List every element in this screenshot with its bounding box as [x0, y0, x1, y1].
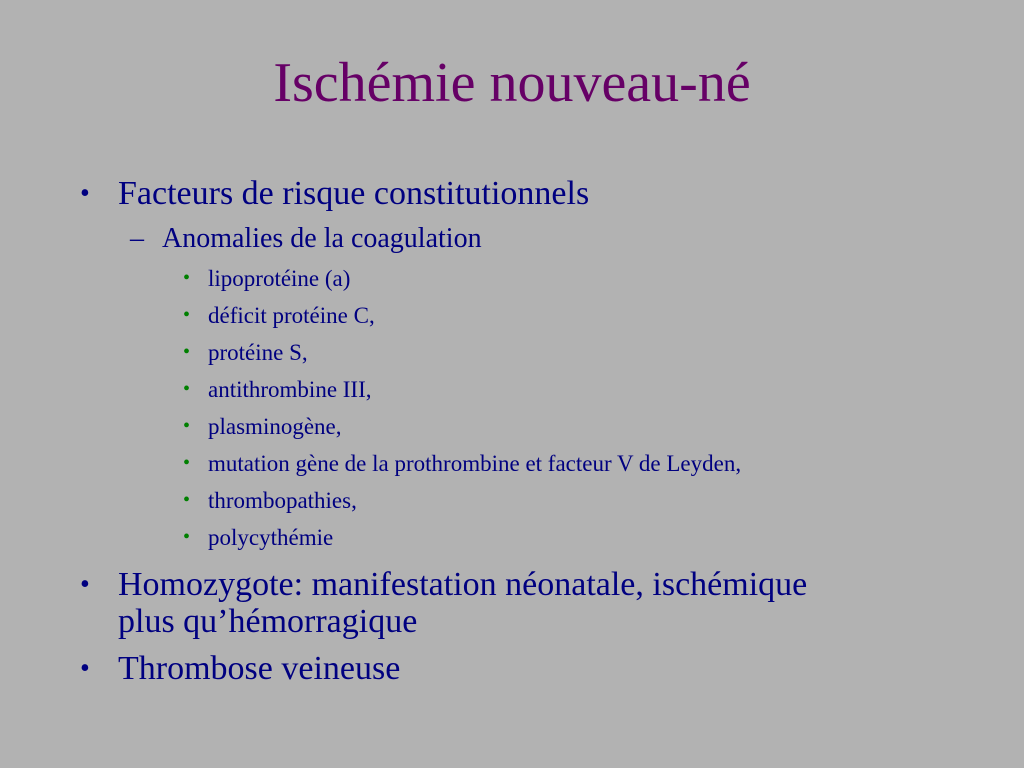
bullet-icon: •: [183, 489, 191, 511]
list-item: [78, 486, 958, 515]
list-item: [78, 301, 958, 330]
bullet-icon: •: [183, 267, 191, 289]
bullet-text: Facteurs de risque constitutionnels: [118, 175, 590, 212]
list-item-text: antithrombine III,: [208, 377, 372, 402]
bullet-icon: •: [80, 653, 90, 684]
bullet-icon: •: [183, 341, 191, 363]
list-item: [78, 375, 958, 404]
bullet-item-thrombosis: [78, 650, 958, 687]
bullet-icon: •: [80, 569, 90, 600]
slide-content: [78, 175, 958, 687]
list-item: [78, 412, 958, 441]
dash-icon: –: [130, 223, 144, 254]
bullet-text: Thrombose veineuse: [118, 650, 401, 687]
bullet-item-risk-factors: [78, 175, 958, 212]
bullet-icon: •: [80, 178, 90, 209]
list-item: [78, 338, 958, 367]
list-item-text: déficit protéine C,: [208, 303, 375, 328]
bullet-icon: •: [183, 304, 191, 326]
list-item-text: protéine S,: [208, 340, 308, 365]
bullet-item-homozygote: [78, 566, 958, 640]
slide-title: Ischémie nouveau-né: [273, 52, 751, 114]
bullet-icon: •: [183, 378, 191, 400]
list-item-text: plasminogène,: [208, 414, 342, 439]
list-item: [78, 449, 958, 478]
list-item: [78, 523, 958, 552]
list-item-text: polycythémie: [208, 525, 334, 550]
bullet-icon: •: [183, 415, 191, 437]
list-item-text: mutation gène de la prothrombine et facteur V de Leyden,: [208, 451, 742, 476]
bullet-icon: •: [183, 526, 191, 548]
bullet-icon: •: [183, 452, 191, 474]
list-item-text: thrombopathies,: [208, 488, 357, 513]
sub-bullet-coagulation: [78, 222, 958, 256]
list-item-text: lipoprotéine (a): [208, 266, 351, 291]
bullet-text-line2: plus qu’hémorragique: [118, 603, 418, 640]
sub-bullet-text: Anomalies de la coagulation: [162, 223, 482, 254]
list-item: [78, 264, 958, 293]
bullet-text-line1: Homozygote: manifestation néonatale, ischémique: [118, 566, 808, 603]
